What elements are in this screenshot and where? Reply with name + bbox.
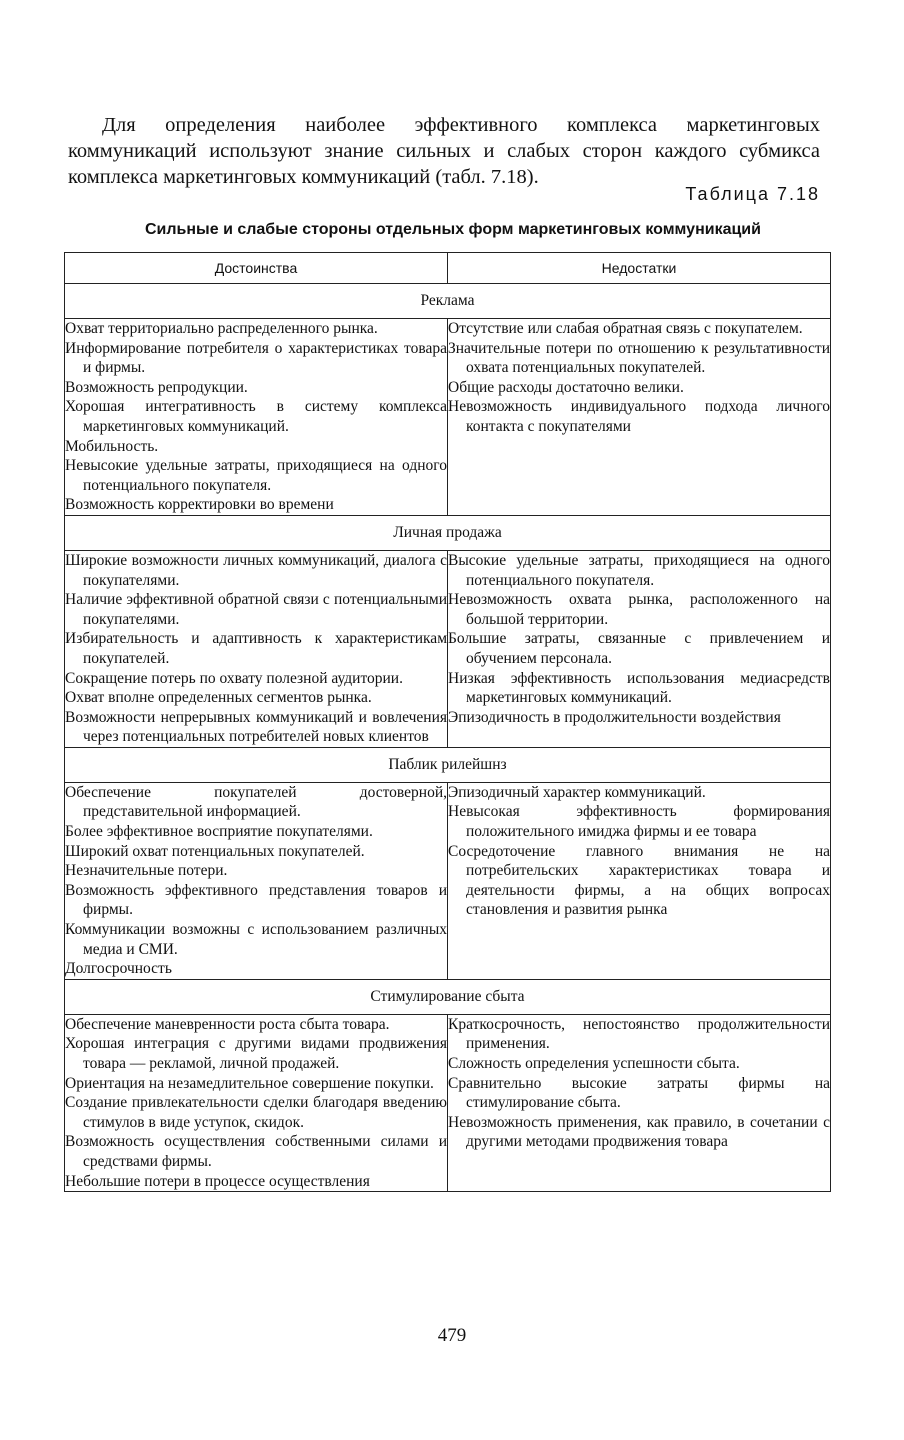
disadvantage-item: Сравнительно высокие затраты фирмы на стимулирование сбыта. xyxy=(448,1074,830,1112)
section-content-row xyxy=(65,550,831,747)
disadvantage-item: Отсутствие или слабая обратная связь с покупателем. xyxy=(448,320,803,337)
disadvantage-item: Невозможность применения, как правило, в сочетании с другими методами продвижения товара xyxy=(448,1113,830,1151)
advantages-cell xyxy=(65,782,448,979)
advantage-item: Обеспечение покупателей достоверной, представительной информацией. xyxy=(65,783,447,821)
advantage-item: Более эффективное восприятие покупателями. xyxy=(65,823,373,841)
advantage-item: Небольшие потери в процессе осуществления xyxy=(65,1172,370,1190)
section-title: Стимулирование сбыта xyxy=(65,979,831,1014)
disadvantage-item: Краткосрочность, непостоянство продолжительности применения. xyxy=(448,1015,830,1053)
advantage-item: Информирование потребителя о характеристиках товара и фирмы. xyxy=(65,339,447,377)
advantage-item: Сокращение потерь по охвату полезной аудитории. xyxy=(65,669,403,687)
advantage-item: Широкие возможности личных коммуникаций, диалога с покупателями. xyxy=(65,551,447,589)
section-header-row xyxy=(65,979,831,1014)
table-body xyxy=(65,284,831,1192)
section-header-row xyxy=(65,515,831,550)
section-title: Реклама xyxy=(65,284,831,319)
table-header-row xyxy=(65,253,831,284)
advantages-cell xyxy=(65,1014,448,1191)
advantage-item: Охват территориально распределенного рынка. xyxy=(65,320,378,337)
section-header-row xyxy=(65,284,831,319)
advantage-item: Возможность корректировки во времени xyxy=(65,496,334,514)
advantage-item: Долгосрочность xyxy=(65,960,172,978)
advantage-item: Возможность репродукции. xyxy=(65,378,248,396)
disadvantages-cell xyxy=(448,782,831,979)
advantage-item: Коммуникации возможны с использованием различных медиа и СМИ. xyxy=(65,921,447,958)
section-content-row xyxy=(65,782,831,979)
disadvantage-item: Невозможность охвата рынка, расположенного на большой территории. xyxy=(448,591,830,628)
advantage-item: Создание привлекательности сделки благодаря введению стимулов в виде уступок, скидок. xyxy=(65,1094,447,1131)
section-content-row xyxy=(65,1014,831,1191)
disadvantage-item: Значительные потери по отношению к результативности охвата потенциальных покупателей. xyxy=(448,339,830,377)
comparison-table xyxy=(64,252,831,1192)
disadvantage-item: Невозможность индивидуального подхода личного контакта с покупателями xyxy=(448,398,830,435)
disadvantages-cell xyxy=(448,1014,831,1191)
advantage-item: Избирательность и адаптивность к характеристикам покупателей. xyxy=(65,630,447,667)
advantage-item: Хорошая интеграция с другими видами продвижения товара — рекламой, личной продажей. xyxy=(65,1035,447,1072)
section-content-row xyxy=(65,319,831,516)
advantage-item: Возможности непрерывных коммуникаций и вовлечения через потенциальных потребителей новых клиентов xyxy=(65,708,447,746)
intro-paragraph: Для определения наиболее эффективного комплекса маркетинговых коммуникаций используют знание сильных и слабых сторон каждого субмикса комплекса маркетинговых коммуникаций (табл. 7.18). xyxy=(68,114,820,188)
advantage-item: Незначительные потери. xyxy=(65,862,228,880)
advantage-item: Хорошая интегративность в систему комплекса маркетинговых коммуникаций. xyxy=(65,398,447,435)
advantage-item: Возможность эффективного представления товаров и фирмы. xyxy=(65,881,447,919)
disadvantage-item: Большие затраты, связанные с привлечением и обучением персонала. xyxy=(448,630,830,667)
advantage-item: Невысокие удельные затраты, приходящиеся на одного потенциального покупателя. xyxy=(65,457,447,494)
advantages-cell xyxy=(65,319,448,516)
page-number: 479 xyxy=(437,1325,467,1346)
column-header-disadvantages: Недостатки xyxy=(448,253,831,284)
advantage-item: Мобильность. xyxy=(65,437,159,455)
disadvantages-cell xyxy=(448,319,831,516)
advantage-item: Ориентация на незамедлительное совершение покупки. xyxy=(65,1074,434,1092)
disadvantage-item: Высокие удельные затраты, приходящиеся на одного потенциального покупателя. xyxy=(448,551,830,589)
disadvantage-item: Сосредоточение главного внимания не на потребительских характеристиках товара и деятельности фирмы, а на общих вопросах становления и развития рынка xyxy=(448,842,830,919)
column-header-advantages: Достоинства xyxy=(65,253,448,284)
advantage-item: Охват вполне определенных сегментов рынка. xyxy=(65,689,372,707)
disadvantage-item: Невысокая эффективность формирования положительного имиджа фирмы и ее товара xyxy=(448,803,830,841)
disadvantage-item: Низкая эффективность использования медиасредств маркетинговых коммуникаций. xyxy=(448,669,830,707)
disadvantage-item: Сложность определения успешности сбыта. xyxy=(448,1055,740,1072)
disadvantage-item: Общие расходы достаточно велики. xyxy=(448,378,684,396)
table-title: Сильные и слабые стороны отдельных форм маркетинговых коммуникаций xyxy=(145,221,761,238)
advantage-item: Возможность осуществления собственными силами и средствами фирмы. xyxy=(65,1133,447,1170)
section-title: Паблик рилейшнз xyxy=(65,747,831,782)
disadvantage-item: Эпизодичный характер коммуникаций. xyxy=(448,783,706,801)
section-header-row xyxy=(65,747,831,782)
table-number: Таблица 7.18 xyxy=(685,184,820,204)
section-title: Личная продажа xyxy=(65,515,831,550)
advantage-item: Широкий охват потенциальных покупателей. xyxy=(65,842,365,860)
advantages-cell xyxy=(65,550,448,747)
advantage-item: Обеспечение маневренности роста сбыта товара. xyxy=(65,1015,390,1033)
disadvantage-item: Эпизодичность в продолжительности воздействия xyxy=(448,708,781,726)
advantage-item: Наличие эффективной обратной связи с потенциальными покупателями. xyxy=(65,591,447,628)
disadvantages-cell xyxy=(448,550,831,747)
